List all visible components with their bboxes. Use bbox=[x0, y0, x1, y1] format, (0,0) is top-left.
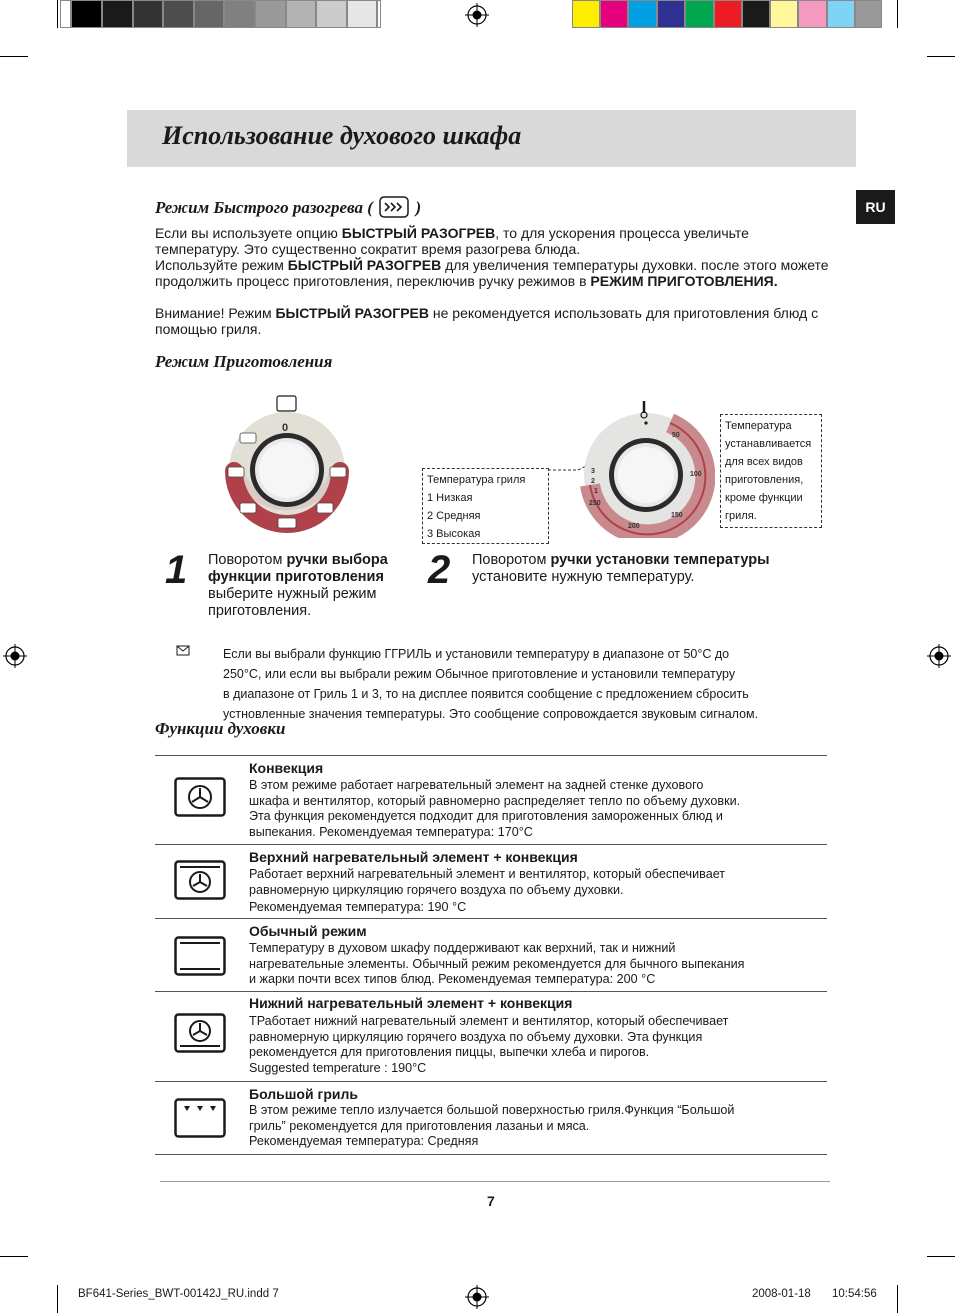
color-swatch bbox=[685, 0, 714, 28]
gray-swatch bbox=[316, 0, 347, 28]
color-swatch bbox=[714, 0, 742, 28]
footer-filename: BF641-Series_BWT-00142J_RU.indd 7 bbox=[78, 1288, 279, 1300]
divider bbox=[155, 991, 827, 992]
color-swatch bbox=[600, 0, 628, 28]
temp-box-line: гриля. bbox=[725, 510, 757, 522]
knob2-label: 200 bbox=[628, 523, 640, 530]
bottom-heat-convection-icon bbox=[174, 1013, 226, 1053]
note-line: устновленные значения температуры. Это сообщение сопровождается звуковым сигналом. bbox=[223, 707, 759, 721]
step-1-text: Поворотом ручки выбора функции приготовления выберите нужный режим приготовления. bbox=[208, 552, 388, 619]
knob2-label: 1 bbox=[594, 488, 598, 495]
color-swatch bbox=[827, 0, 855, 28]
knob2-label: 3 bbox=[591, 468, 595, 475]
knob2-label: 100 bbox=[690, 471, 702, 478]
function-selector-knob[interactable] bbox=[220, 393, 355, 533]
step-2-number: 2 bbox=[428, 548, 451, 592]
temp-box-line: для всех видов bbox=[725, 456, 803, 468]
temp-box-line: устанавливается bbox=[725, 438, 812, 450]
color-swatch bbox=[855, 0, 882, 28]
registration-mark-icon bbox=[3, 644, 27, 668]
gray-swatch bbox=[163, 0, 194, 28]
function-title: Верхний нагревательный элемент + конвекция bbox=[249, 849, 578, 865]
knob2-label: 50 bbox=[672, 432, 680, 439]
function-title: Большой гриль bbox=[249, 1086, 358, 1102]
grill-temperature-box bbox=[422, 468, 549, 544]
knob2-label: 250 bbox=[589, 500, 601, 507]
note-text bbox=[223, 644, 833, 724]
convection-icon bbox=[174, 777, 226, 817]
note-line: 250°C, или если вы выбрали режим Обычное приготовление и установили температуру bbox=[223, 667, 736, 681]
gray-swatch bbox=[286, 0, 316, 28]
function-title: Нижний нагревательный элемент + конвекция bbox=[249, 995, 573, 1011]
gray-swatch bbox=[133, 0, 163, 28]
preheat-paragraph-1: Если вы используете опцию БЫСТРЫЙ РАЗОГРЕВ, то для ускорения процесса увеличьте температуру. Это существенно сократит время разогрева блюда. bbox=[155, 225, 749, 257]
conventional-icon bbox=[174, 936, 226, 976]
color-swatch bbox=[657, 0, 685, 28]
footer-time: 10:54:56 bbox=[832, 1288, 877, 1300]
gray-swatch bbox=[255, 0, 286, 28]
page-number: 7 bbox=[487, 1193, 495, 1209]
note-icon bbox=[176, 645, 190, 656]
step-2-text: Поворотом ручки установки температуры установите нужную температуру. bbox=[472, 552, 770, 585]
color-swatch bbox=[742, 0, 770, 28]
registration-mark-icon bbox=[465, 1285, 489, 1309]
function-title: Обычный режим bbox=[249, 923, 367, 939]
gray-swatch bbox=[71, 0, 102, 28]
grill-box-item: 2 Средняя bbox=[427, 510, 481, 522]
temp-box-line: Температура bbox=[725, 420, 792, 432]
functions-heading: Функции духовки bbox=[155, 719, 286, 738]
preheat-paragraph-2: Используйте режим БЫСТРЫЙ РАЗОГРЕВ для увеличения температуры духовки. после этого можете продолжить процесс приготовления, переключив ручку режимов в РЕЖИМ ПРИГОТОВЛЕНИЯ. bbox=[155, 257, 829, 289]
color-swatch bbox=[770, 0, 798, 28]
color-swatch bbox=[798, 0, 827, 28]
top-heat-convection-icon bbox=[174, 860, 226, 900]
registration-mark-icon bbox=[465, 3, 489, 27]
large-grill-icon bbox=[174, 1098, 226, 1138]
color-swatch bbox=[628, 0, 657, 28]
grill-box-item: 3 Высокая bbox=[427, 528, 481, 540]
grill-box-item: 1 Низкая bbox=[427, 492, 473, 504]
function-title: Конвекция bbox=[249, 760, 324, 776]
page-title: Использование духового шкафа bbox=[162, 121, 522, 150]
function-description: TРаботает нижний нагревательный элемент и вентилятор, который обеспечивает равномерную циркуляцию горячего воздуха по объему духовки. Эта функция рекомендуется для приготовления пиццы, выпечки хлеба и пирогов. Suggested temperature : 190°C bbox=[249, 1014, 729, 1076]
temperature-info-box bbox=[720, 414, 822, 528]
temp-box-line: кроме функции bbox=[725, 492, 803, 504]
rapid-preheat-icon bbox=[379, 196, 409, 218]
knob2-label: 150 bbox=[671, 512, 683, 519]
function-description: В этом режиме тепло излучается большой поверхностью гриля.Функция “Большой гриль” рекомендуется для приготовления лазаньи и мяса. Рекомендуемая температура: Средняя bbox=[249, 1103, 735, 1149]
temperature-knob[interactable] bbox=[580, 393, 715, 538]
color-swatch bbox=[572, 0, 600, 28]
preheat-paragraph-3: Внимание! Режим БЫСТРЫЙ РАЗОГРЕВ не рекомендуется использовать для приготовления блюд с помощью гриля. bbox=[155, 305, 819, 337]
cooking-mode-heading: Режим Приготовления bbox=[155, 352, 333, 371]
function-description: В этом режиме работает нагревательный элемент на задней стенке духового шкафа и вентилятор, который равномерно распределяет тепло по объему духовки. Эта функция рекомендуется подходит для приготовления замороженных блюд и выпекания. Рекомендуемая температура: 170°C bbox=[249, 778, 741, 840]
footer-rule bbox=[160, 1181, 830, 1182]
footer-date: 2008-01-18 bbox=[752, 1288, 811, 1300]
function-description: Температуру в духовом шкафу поддерживают как верхний, так и нижний нагревательные элементы. Обычный режим рекомендуется для бычного выпекания и жарки почти всех типов блюд. Рекомендуемая температура: 200 °C bbox=[249, 941, 745, 987]
divider bbox=[155, 844, 827, 845]
divider bbox=[155, 1081, 827, 1082]
note-line: в диапазоне от Гриль 1 и 3, то на дисплее появится сообщение с предложением сбросить bbox=[223, 687, 749, 701]
knob1-zero: 0 bbox=[282, 422, 289, 434]
step-1-number: 1 bbox=[165, 548, 188, 592]
divider bbox=[155, 918, 827, 919]
function-description: Работает верхний нагревательный элемент и вентилятор, который обеспечивает равномерную циркуляцию горячего воздуха по объему духовки. Рекомендуемая температура: 190 °C bbox=[249, 867, 726, 915]
gray-swatch bbox=[377, 0, 381, 28]
language-badge: RU bbox=[856, 190, 895, 224]
preheat-heading: Режим Быстрого разогрева ( ) bbox=[155, 198, 422, 217]
divider bbox=[155, 755, 827, 756]
knob2-label: 2 bbox=[591, 478, 595, 485]
gray-swatch bbox=[194, 0, 224, 28]
temp-box-line: приготовления, bbox=[725, 474, 804, 486]
divider bbox=[155, 1154, 827, 1155]
gray-swatch bbox=[347, 0, 377, 28]
note-line: Если вы выбрали функцию ГГРИЛЬ и установили температуру в диапазоне от 50°C до bbox=[223, 647, 730, 661]
grill-box-title: Температура гриля bbox=[427, 474, 526, 486]
registration-mark-icon bbox=[927, 644, 951, 668]
gray-swatch bbox=[224, 0, 255, 28]
gray-swatch bbox=[102, 0, 133, 28]
